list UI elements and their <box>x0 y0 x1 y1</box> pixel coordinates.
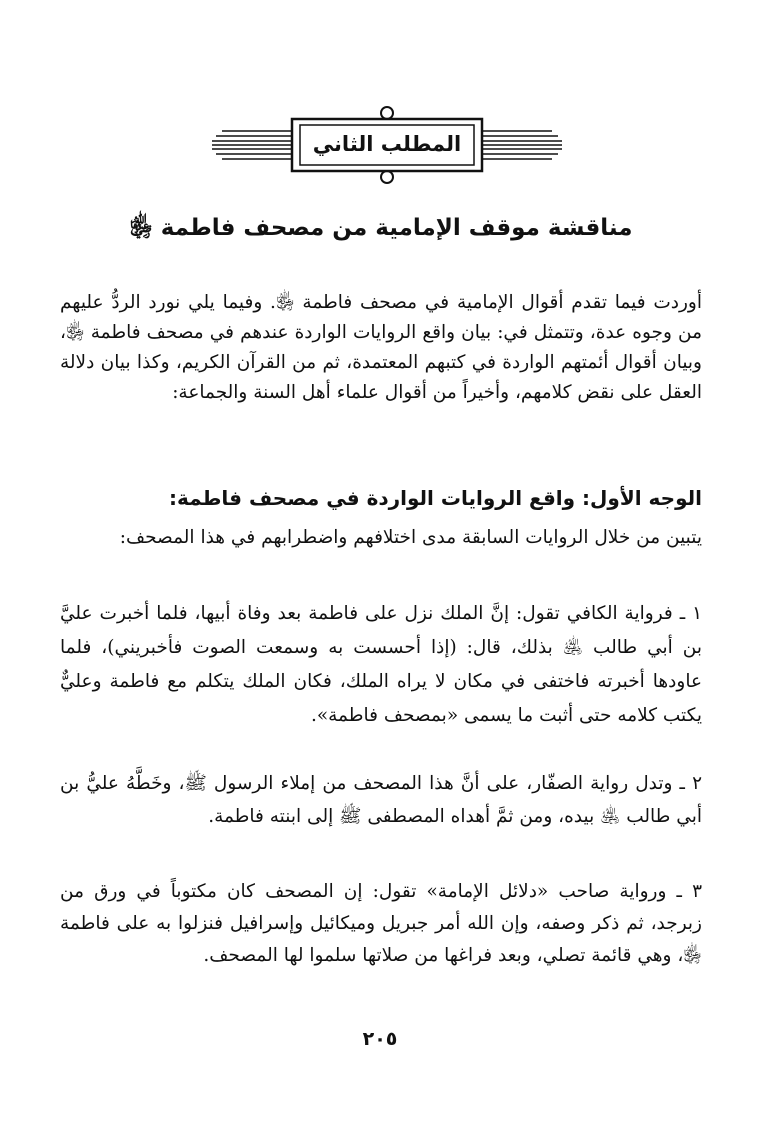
page-title: مناقشة موقف الإمامية من مصحف فاطمة ﵂ <box>129 215 633 241</box>
list-item-2: ٢ ـ وتدل رواية الصفّار، على أنَّ هذا المصحف من إملاء الرسول ﷺ، وخَطَّهُ عليُّ بن أبي طالب ﵁ بيده، ومن ثمَّ أهداه المصطفى ﷺ إلى ابنته فاطمة. <box>60 773 702 827</box>
list-item-1: ١ ـ فرواية الكافي تقول: إنَّ الملك نزل على فاطمة بعد وفاة أبيها، فلما أخبرت عليَّ بن أبي طالب ﵁ بذلك، قال: (إذا أحسست به وسمعت الصوت فأخبريني)، فلما عاودها أخبرته فاختفى في مكان لا يراه الملك، فكان الملك يتكلم مع فاطمة وعليٌّ يكتب كلامه حتى أثبت ما يسمى «بمصحف فاطمة». <box>60 603 702 726</box>
section-intro-paragraph: يتبين من خلال الروايات السابقة مدى اختلافهم واضطرابهم في هذا المصحف: <box>119 527 702 548</box>
chapter-label: المطلب الثاني <box>312 132 462 156</box>
list-item-3: ٣ ـ ورواية صاحب «دلائل الإمامة» تقول: إن المصحف كان مكتوباً في ورق من زبرجد، ثم ذكر وصفه، وإن الله أمر جبريل وميكائيل وإسرافيل فنزلوا به على فاطمة ﵂، وهي قائمة تصلي، وبعد فراغها من صلاتها سلموا لها المصحف. <box>60 881 702 966</box>
chapter-title-frame <box>212 100 562 190</box>
section-heading: الوجه الأول: واقع الروايات الواردة في مصحف فاطمة: <box>169 486 702 510</box>
page-number: ٢٠٥ <box>362 1028 398 1050</box>
intro-paragraph: أوردت فيما تقدم أقوال الإمامية في مصحف فاطمة ﵂. وفيما يلي نورد الردُّ عليهم من وجوه عدة، وتتمثل في: بيان واقع الروايات الواردة عندهم في مصحف فاطمة ﵂، وبيان أقوال أئمتهم الواردة في كتبهم المعتمدة، ثم من القرآن الكريم، وكذا بيان دلالة العقل على نقض كلامهم، وأخيراً من أقوال علماء أهل السنة والجماعة: <box>60 292 702 403</box>
